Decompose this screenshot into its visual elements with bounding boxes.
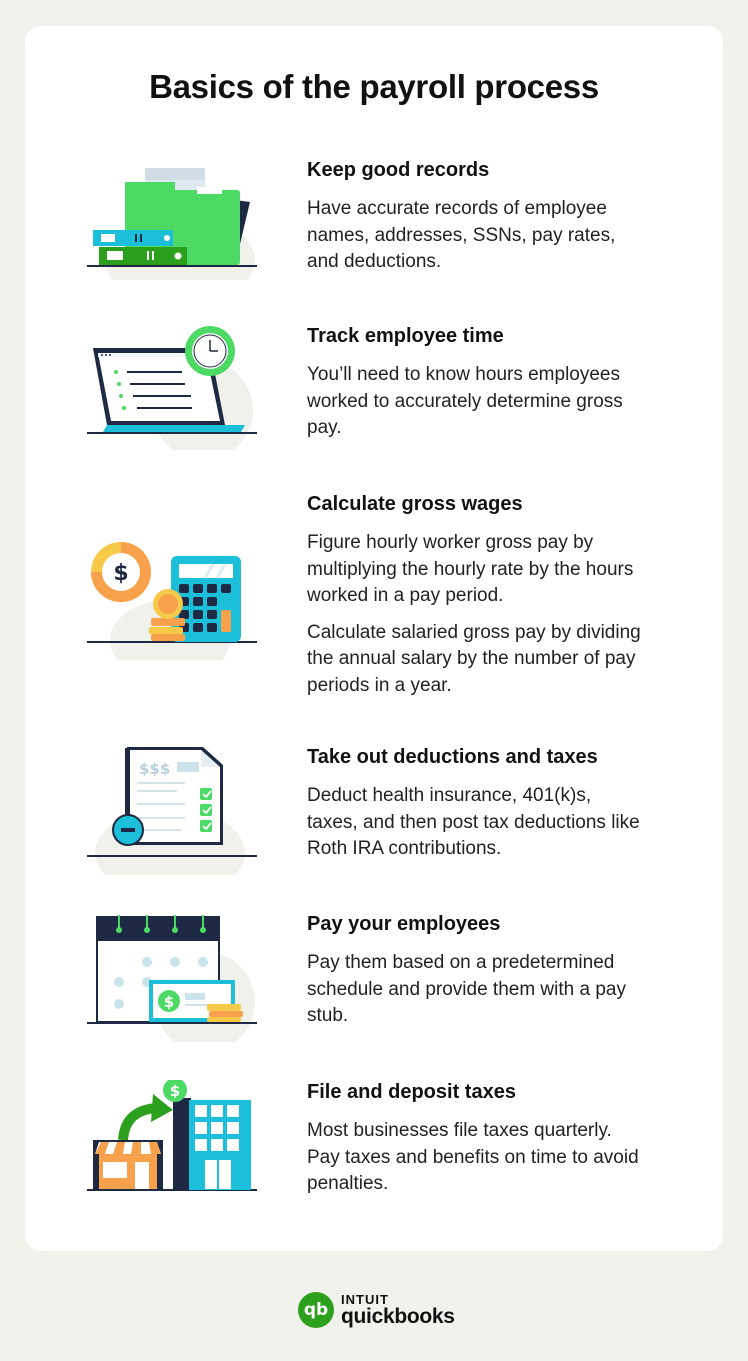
- page-title: Basics of the payroll process: [149, 68, 599, 105]
- step-body: Have accurate records of employee names, addresses, SSNs, pay rates, and deductions.: [307, 198, 616, 272]
- brand-quickbooks: quickbooks: [341, 1305, 455, 1328]
- quickbooks-logo-icon: qb: [298, 1292, 334, 1328]
- step-text: [307, 745, 647, 873]
- svg-text:$: $: [169, 1082, 181, 1100]
- buildings-dollar-icon: [85, 1080, 260, 1210]
- calculator-coins-icon: [85, 530, 260, 660]
- step-body: Calculate salaried gross pay by dividing the annual salary by the number of pay periods in a year.: [307, 621, 641, 696]
- laptop-clock-icon: [85, 320, 260, 450]
- step-body: Deduct health insurance, 401(k)s, taxes, and then post tax deductions like Roth IRA contributions.: [307, 785, 640, 859]
- svg-text:$: $: [163, 993, 175, 1011]
- step-text: [307, 1080, 647, 1208]
- records-folder-icon: [85, 150, 260, 280]
- step-title: Track employee time: [307, 325, 504, 347]
- step-text: [307, 324, 647, 452]
- step-body: Most businesses file taxes quarterly. Pay taxes and benefits on time to avoid penalties.: [307, 1120, 639, 1194]
- calendar-check-icon: [85, 912, 260, 1042]
- step-body: Figure hourly worker gross pay by multiplying the hourly rate by the hours worked in a pay period.: [307, 532, 634, 606]
- step-title: File and deposit taxes: [307, 1081, 516, 1103]
- svg-text:$: $: [113, 561, 129, 586]
- quickbooks-logo: [298, 1290, 498, 1334]
- step-title: Pay your employees: [307, 913, 501, 935]
- document-dollar-label: $$$: [139, 760, 171, 778]
- step-body: Pay them based on a predetermined schedule and provide them with a pay stub.: [307, 952, 626, 1026]
- step-text: [307, 912, 647, 1040]
- step-text: [307, 158, 647, 286]
- step-title: Calculate gross wages: [307, 493, 523, 515]
- step-title: Keep good records: [307, 159, 490, 181]
- brand-intuit: INTUIT: [341, 1292, 389, 1307]
- deductions-document-icon: [85, 745, 260, 875]
- step-text: [307, 492, 647, 709]
- step-body: You’ll need to know hours employees worked to accurately determine gross pay.: [307, 364, 623, 438]
- step-title: Take out deductions and taxes: [307, 746, 598, 768]
